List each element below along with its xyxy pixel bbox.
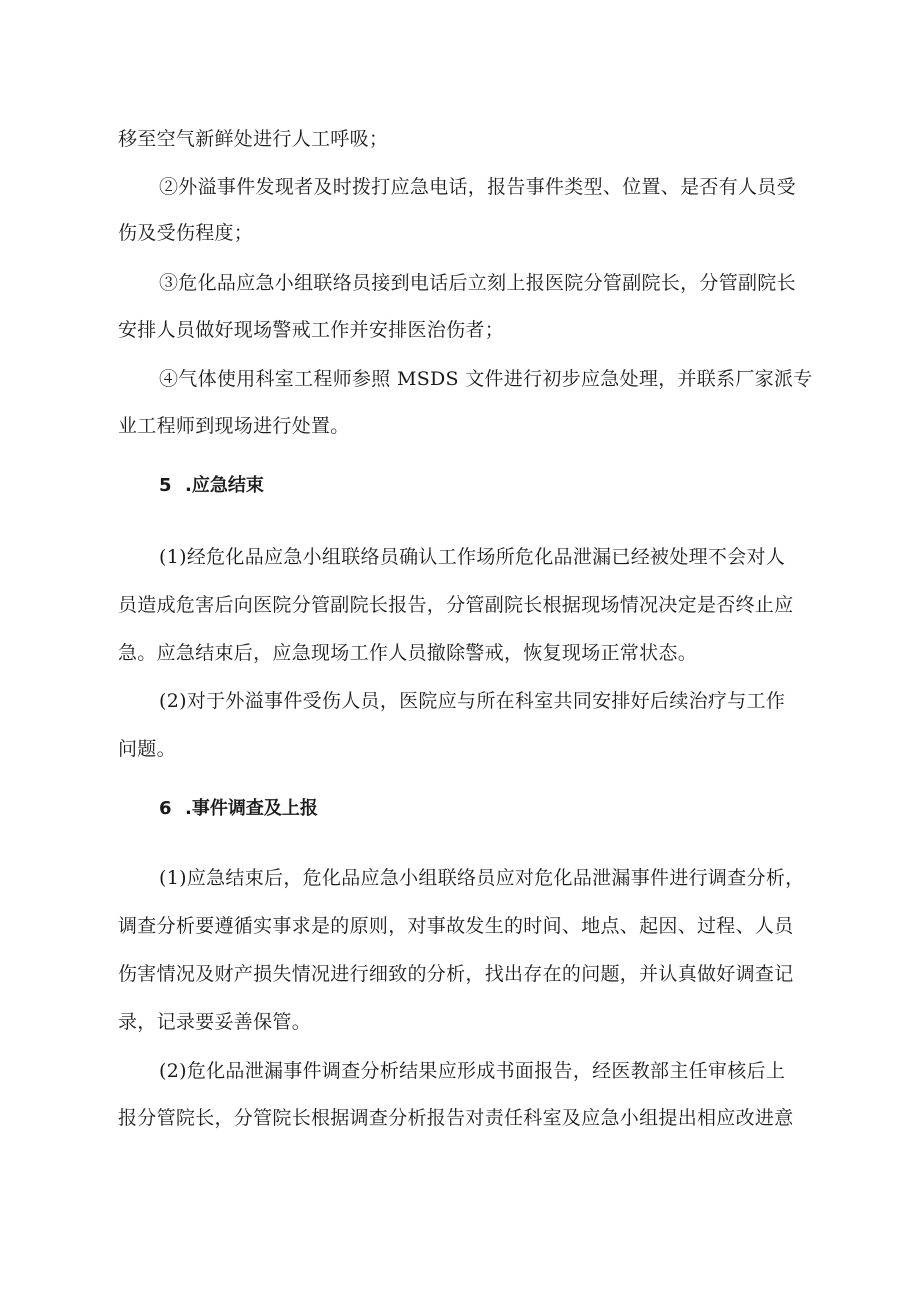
paragraph-line: ②外溢事件发现者及时拨打应急电话，报告事件类型、位置、是否有人员受 (159, 176, 796, 198)
paragraph-line: 报分管院长，分管院长根据调查分析报告对责任科室及应急小组提出相应改进意 (118, 1107, 794, 1129)
paragraph-line: 移至空气新鲜处进行人工呼吸； (118, 128, 389, 150)
paragraph-line: (2)对于外溢事件受伤人员，医院应与所在科室共同安排好后续治疗与工作 (159, 690, 786, 712)
section-title: .事件调查及上报 (185, 798, 318, 819)
paragraph-line: 调查分析要遵循实事求是的原则，对事故发生的时间、地点、起因、过程、人员 (118, 915, 794, 937)
paragraph-line: 伤害情况及财产损失情况进行细致的分析，找出存在的问题，并认真做好调查记 (118, 963, 794, 985)
paragraph-line: (1)经危化品应急小组联络员确认工作场所危化品泄漏已经被处理不会对人 (159, 546, 786, 568)
paragraph-line: 录，记录要妥善保管。 (118, 1011, 312, 1033)
paragraph-line: 安排人员做好现场警戒工作并安排医治伤者； (118, 319, 505, 341)
section-number: 5 (159, 475, 172, 496)
paragraph-line: 员造成危害后向医院分管副院长报告，分管副院长根据现场情况决定是否终止应 (118, 594, 794, 616)
paragraph-line: (2)危化品泄漏事件调查分析结果应形成书面报告，经医教部主任审核后上 (159, 1060, 786, 1082)
paragraph-line: ③危化品应急小组联络员接到电话后立刻上报医院分管副院长，分管副院长 (159, 272, 796, 294)
paragraph-line: ④气体使用科室工程师参照 MSDS 文件进行初步应急处理，并联系厂家派专 (159, 368, 813, 390)
paragraph-line: 问题。 (118, 738, 176, 760)
section-5-heading (159, 474, 264, 498)
paragraph-line: 急。应急结束后，应急现场工作人员撤除警戒，恢复现场正常状态。 (118, 642, 698, 664)
paragraph-line: 伤及受伤程度； (118, 222, 254, 244)
section-title: .应急结束 (185, 475, 264, 496)
paragraph-line: (1)应急结束后，危化品应急小组联络员应对危化品泄漏事件进行调查分析， (159, 867, 805, 889)
paragraph-line: 业工程师到现场进行处置。 (118, 415, 350, 437)
section-number: 6 (159, 798, 172, 819)
section-6-heading (159, 797, 318, 821)
